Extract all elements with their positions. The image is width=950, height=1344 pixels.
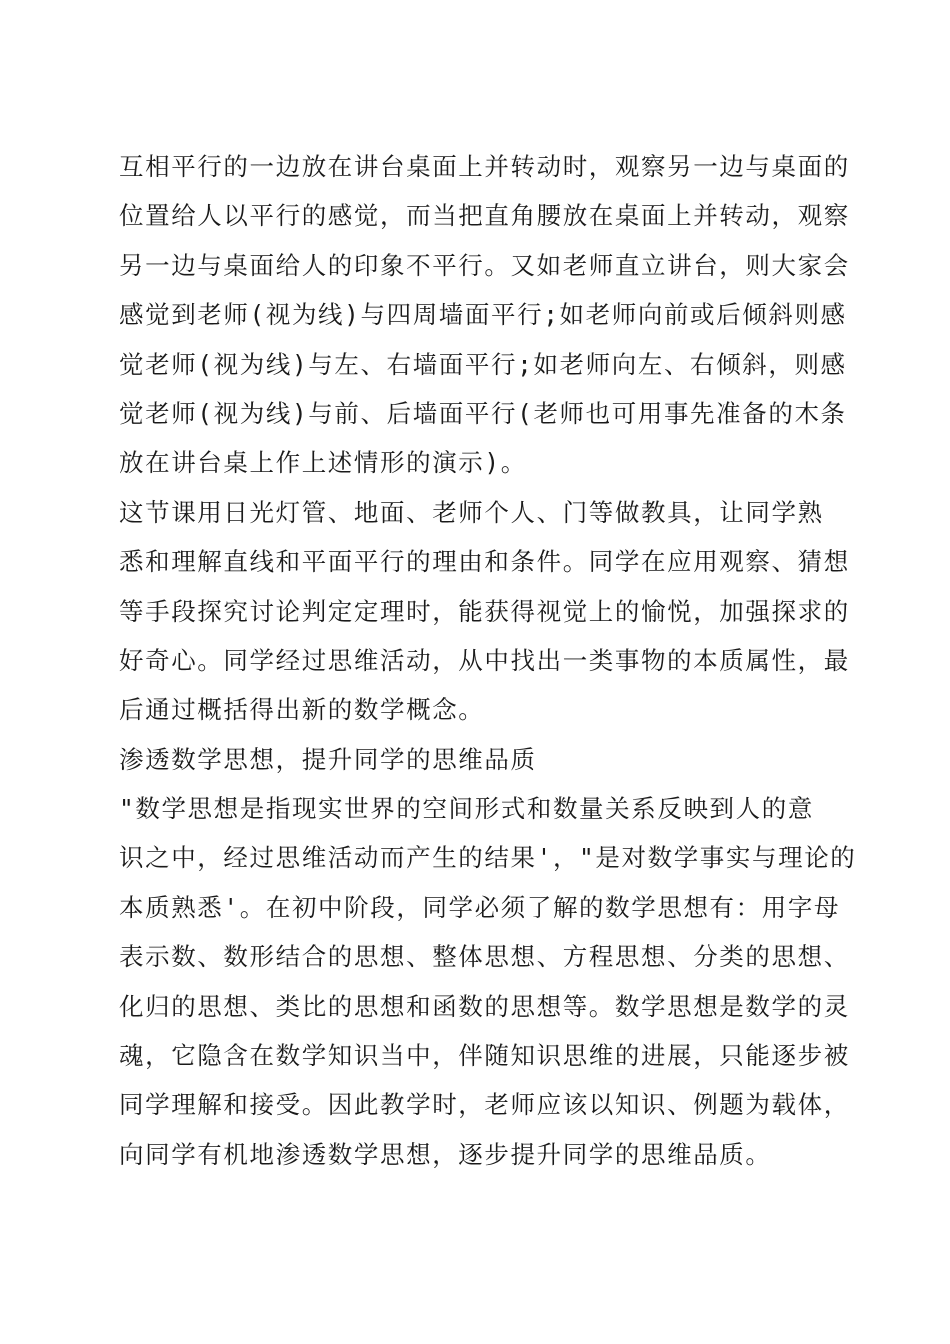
text-line: 好奇心。同学经过思维活动，从中找出一类事物的本质属性，最 [119, 645, 850, 675]
text-line: 互相平行的一边放在讲台桌面上并转动时，观察另一边与桌面的 [119, 152, 850, 181]
text-line: 觉老师(视为线)与前、后墙面平行(老师也可用事先准备的木条 [119, 398, 847, 428]
text-line: 向同学有机地渗透数学思想，逐步提升同学的思维品质。 [119, 1139, 772, 1169]
text-line: 表示数、数形结合的思想、整体思想、方程思想、分类的思想、 [119, 942, 850, 972]
text-line: 感觉到老师(视为线)与四周墙面平行;如老师向前或后倾斜则感 [119, 300, 847, 330]
text-line: 识之中，经过思维活动而产生的结果'，"是对数学事实与理论的 [119, 843, 857, 873]
text-line: 另一边与桌面给人的印象不平行。又如老师直立讲台，则大家会 [119, 250, 850, 280]
text-line: 魂，它隐含在数学知识当中，伴随知识思维的进展，只能逐步被 [119, 1041, 850, 1071]
text-line: 本质熟悉'。在初中阶段，同学必须了解的数学思想有：用字母 [119, 892, 841, 922]
text-line: 位置给人以平行的感觉，而当把直角腰放在桌面上并转动，观察 [119, 201, 850, 231]
document-body [119, 142, 857, 1179]
section-heading: 渗透数学思想，提升同学的思维品质 [119, 744, 537, 774]
text-line: 化归的思想、类比的思想和函数的思想等。数学思想是数学的灵 [119, 991, 850, 1021]
text-line: 悉和理解直线和平面平行的理由和条件。同学在应用观察、猜想 [119, 547, 850, 577]
text-line: 后通过概括得出新的数学概念。 [119, 695, 485, 725]
text-line: 这节课用日光灯管、地面、老师个人、门等做教具，让同学熟 [119, 497, 824, 527]
text-line: 觉老师(视为线)与左、右墙面平行;如老师向左、右倾斜，则感 [119, 349, 847, 379]
text-line: "数学思想是指现实世界的空间形式和数量关系反映到人的意 [119, 794, 814, 824]
text-line: 等手段探究讨论判定定理时，能获得视觉上的愉悦，加强探求的 [119, 596, 850, 626]
text-line: 放在讲台桌上作上述情形的演示)。 [119, 448, 527, 478]
text-line: 同学理解和接受。因此教学时，老师应该以知识、例题为载体， [119, 1090, 850, 1120]
